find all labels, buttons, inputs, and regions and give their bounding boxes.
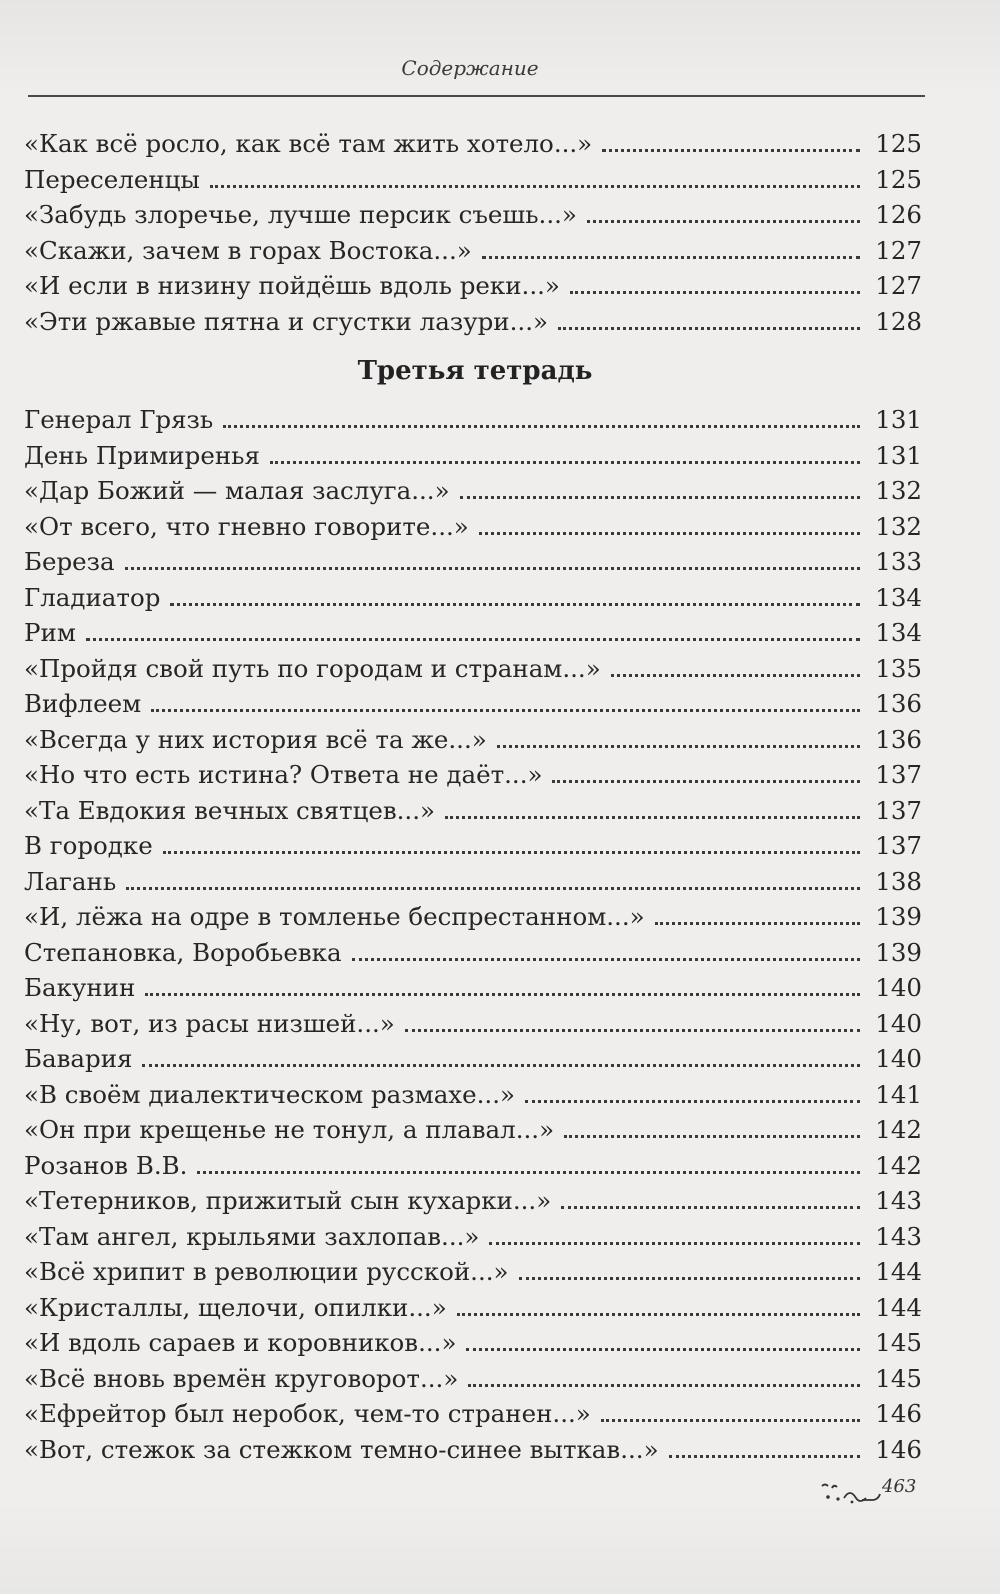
toc-entry-title: «Тетерников, прижитый сын кухарки...» [24, 1186, 552, 1215]
toc-entry[interactable] [24, 757, 922, 793]
toc-entry-title: Степановка, Воробьевка [24, 937, 342, 967]
toc-entry-title: Береза [24, 547, 115, 576]
toc-entry[interactable] [24, 864, 922, 900]
dot-leader [125, 567, 860, 570]
toc-entry-page: 134 [875, 618, 922, 647]
toc-entry-title: День Примиренья [24, 440, 260, 470]
toc-entry[interactable] [24, 615, 922, 651]
toc-entry[interactable] [24, 268, 922, 304]
toc-entry-page: 128 [875, 306, 922, 336]
toc-entry-title: Розанов В.В. [24, 1150, 188, 1180]
toc-entry-title: «И, лёжа на одре в томленье беспрестанном...» [24, 902, 645, 931]
toc-entry-title: «Ефрейтор был неробок, чем-то странен...» [24, 1399, 591, 1428]
toc-entry-page: 136 [875, 724, 922, 754]
toc-entry-page: 126 [875, 200, 922, 229]
toc-entry-title: «Ну, вот, из расы низшей...» [24, 1008, 395, 1038]
toc-entry[interactable] [24, 1432, 922, 1468]
toc-entry-page: 127 [875, 271, 922, 300]
header-rule [28, 95, 925, 97]
toc-entry-page: 132 [875, 476, 922, 505]
running-head: Содержание [401, 56, 539, 80]
toc-entry-page: 146 [875, 1399, 922, 1428]
toc-entry-page: 140 [875, 1008, 922, 1038]
toc-entry-title: «В своём диалектическом размахе...» [24, 1079, 515, 1109]
toc-entry[interactable] [24, 438, 922, 474]
toc-entry-title: «Та Евдокия вечных святцев...» [24, 795, 435, 825]
toc-entry-page: 127 [875, 235, 922, 265]
toc-entry[interactable] [24, 651, 922, 687]
toc-entry-page: 138 [875, 866, 922, 896]
dot-leader [445, 816, 860, 819]
toc-entry-page: 146 [875, 1434, 922, 1464]
toc-entry-title: «Но что есть истина? Ответа не даёт...» [24, 760, 543, 789]
dot-leader [602, 149, 860, 152]
toc-list-after [24, 402, 922, 1467]
toc-entry-page: 145 [875, 1328, 922, 1357]
dot-leader [519, 1277, 860, 1280]
toc-entry[interactable] [24, 1325, 922, 1361]
dot-leader [142, 1064, 860, 1067]
toc-entry-title: Гладиатор [24, 582, 161, 612]
dot-leader [197, 1171, 860, 1174]
dot-leader [460, 496, 860, 499]
toc-entry-page: 133 [875, 547, 922, 576]
dot-leader [468, 1384, 860, 1387]
dot-leader [611, 674, 860, 677]
dot-leader [210, 185, 860, 188]
toc-entry-page: 144 [875, 1292, 922, 1322]
toc-entry[interactable] [24, 197, 922, 233]
section-heading: Третья тетрадь [357, 356, 593, 386]
toc-entry[interactable] [24, 793, 922, 829]
dot-leader [270, 461, 860, 464]
toc-entry-page: 132 [875, 511, 922, 541]
toc-entry-title: «Вот, стежок за стежком темно-синее выткав...» [24, 1434, 659, 1464]
toc-entry-page: 141 [875, 1079, 922, 1109]
toc-entry-title: «Дар Божий — малая заслуга...» [24, 476, 450, 505]
dot-leader [223, 425, 860, 428]
dot-leader [655, 922, 860, 925]
toc-entry[interactable] [24, 580, 922, 616]
toc-entry-page: 137 [875, 795, 922, 825]
dot-leader [564, 1135, 860, 1138]
toc-entry[interactable] [24, 162, 922, 198]
toc-entry[interactable] [24, 1290, 922, 1326]
toc-entry[interactable] [24, 1006, 922, 1042]
ornament-icon [818, 1480, 884, 1506]
toc-entry-title: Вифлеем [24, 689, 142, 718]
toc-entry-title: Бакунин [24, 973, 136, 1002]
toc-entry-page: 140 [875, 973, 922, 1002]
toc-entry-title: «Забудь злоречье, лучше персик съешь...» [24, 200, 577, 229]
toc-entry-title: «Как всё росло, как всё там жить хотело...» [24, 129, 593, 158]
toc-entry-title: Генерал Грязь [24, 405, 214, 434]
dot-leader [457, 1313, 860, 1316]
toc-entry-page: 143 [875, 1186, 922, 1215]
toc-entry[interactable] [24, 686, 922, 722]
toc-entry-page: 125 [875, 129, 922, 158]
toc-entry-page: 125 [875, 164, 922, 194]
toc-entry[interactable] [24, 1183, 922, 1219]
toc-entry-title: «Кристаллы, щелочи, опилки...» [24, 1292, 447, 1322]
dot-leader [126, 887, 860, 890]
dot-leader [525, 1100, 860, 1103]
toc-entry[interactable] [24, 828, 922, 864]
dot-leader [587, 220, 860, 223]
toc-entry[interactable] [24, 935, 922, 971]
toc-entry-title: В городке [24, 831, 153, 860]
toc-entry-title: «Скажи, зачем в горах Востока...» [24, 235, 472, 265]
dot-leader [601, 1419, 860, 1422]
dot-leader [163, 851, 860, 854]
toc-entry-title: «И если в низину пойдёшь вдоль реки...» [24, 271, 560, 300]
dot-leader [558, 327, 860, 330]
toc-entry-title: «Эти ржавые пятна и сгустки лазури...» [24, 306, 548, 336]
toc-entry[interactable] [24, 1077, 922, 1113]
toc-entry-title: «Всё хрипит в революции русской...» [24, 1257, 509, 1286]
dot-leader [466, 1348, 860, 1351]
toc-entry[interactable] [24, 1148, 922, 1184]
toc-entry[interactable] [24, 402, 922, 438]
toc-entry-page: 134 [875, 582, 922, 612]
toc-entry-page: 136 [875, 689, 922, 718]
toc-entry[interactable] [24, 1254, 922, 1290]
toc-entry[interactable] [24, 899, 922, 935]
toc-entry-page: 131 [875, 440, 922, 470]
toc-entry-page: 137 [875, 831, 922, 860]
toc-entry[interactable] [24, 1219, 922, 1255]
toc-entry-title: Рим [24, 618, 76, 647]
toc-entry-page: 131 [875, 405, 922, 434]
toc-entry-title: Переселенцы [24, 164, 200, 194]
toc-entry[interactable] [24, 722, 922, 758]
toc-entry-page: 143 [875, 1221, 922, 1251]
toc-entry-title: «И вдоль сараев и коровников...» [24, 1328, 457, 1357]
toc-entry-title: «Пройдя свой путь по городам и странам...» [24, 653, 601, 683]
toc-entry-page: 145 [875, 1363, 922, 1393]
toc-entry[interactable] [24, 1396, 922, 1432]
toc-entry-page: 142 [875, 1115, 922, 1144]
dot-leader [352, 958, 860, 961]
dot-leader [145, 993, 860, 996]
toc-list-before [24, 126, 922, 339]
toc-entry-title: Лагань [24, 866, 117, 896]
toc-entry[interactable] [24, 970, 922, 1006]
toc-entry-page: 139 [875, 902, 922, 931]
toc-entry-title: «Всегда у них история всё та же...» [24, 724, 487, 754]
dot-leader [570, 291, 860, 294]
toc-entry[interactable] [24, 473, 922, 509]
toc-entry-title: «От всего, что гневно говорите...» [24, 511, 469, 541]
dot-leader [552, 780, 860, 783]
dot-leader [479, 532, 860, 535]
toc-entry-page: 142 [875, 1150, 922, 1180]
toc-entry[interactable] [24, 1112, 922, 1148]
dot-leader [561, 1206, 860, 1209]
page-number: 463 [882, 1476, 917, 1497]
toc-entry-title: «Он при крещенье не тонул, а плавал...» [24, 1115, 555, 1144]
toc-entry-title: Бавария [24, 1044, 133, 1073]
toc-entry-title: «Там ангел, крыльями захлопав...» [24, 1221, 480, 1251]
toc-entry-title: «Всё вновь времён круговорот...» [24, 1363, 459, 1393]
toc-entry-page: 137 [875, 760, 922, 789]
toc-entry-page: 140 [875, 1044, 922, 1073]
dot-leader [151, 709, 860, 712]
dot-leader [405, 1029, 860, 1032]
dot-leader [170, 603, 860, 606]
toc-entry[interactable] [24, 544, 922, 580]
toc-entry-page: 144 [875, 1257, 922, 1286]
toc-entry[interactable] [24, 1361, 922, 1397]
toc-entry[interactable] [24, 304, 922, 340]
dot-leader [497, 745, 860, 748]
dot-leader [482, 256, 860, 259]
dot-leader [669, 1455, 860, 1458]
dot-leader [489, 1242, 860, 1245]
toc-entry-page: 139 [875, 937, 922, 967]
dot-leader [86, 638, 860, 641]
toc-entry[interactable] [24, 1041, 922, 1077]
toc-entry[interactable] [24, 509, 922, 545]
toc-entry[interactable] [24, 126, 922, 162]
toc-entry[interactable] [24, 233, 922, 269]
toc-entry-page: 135 [875, 653, 922, 683]
